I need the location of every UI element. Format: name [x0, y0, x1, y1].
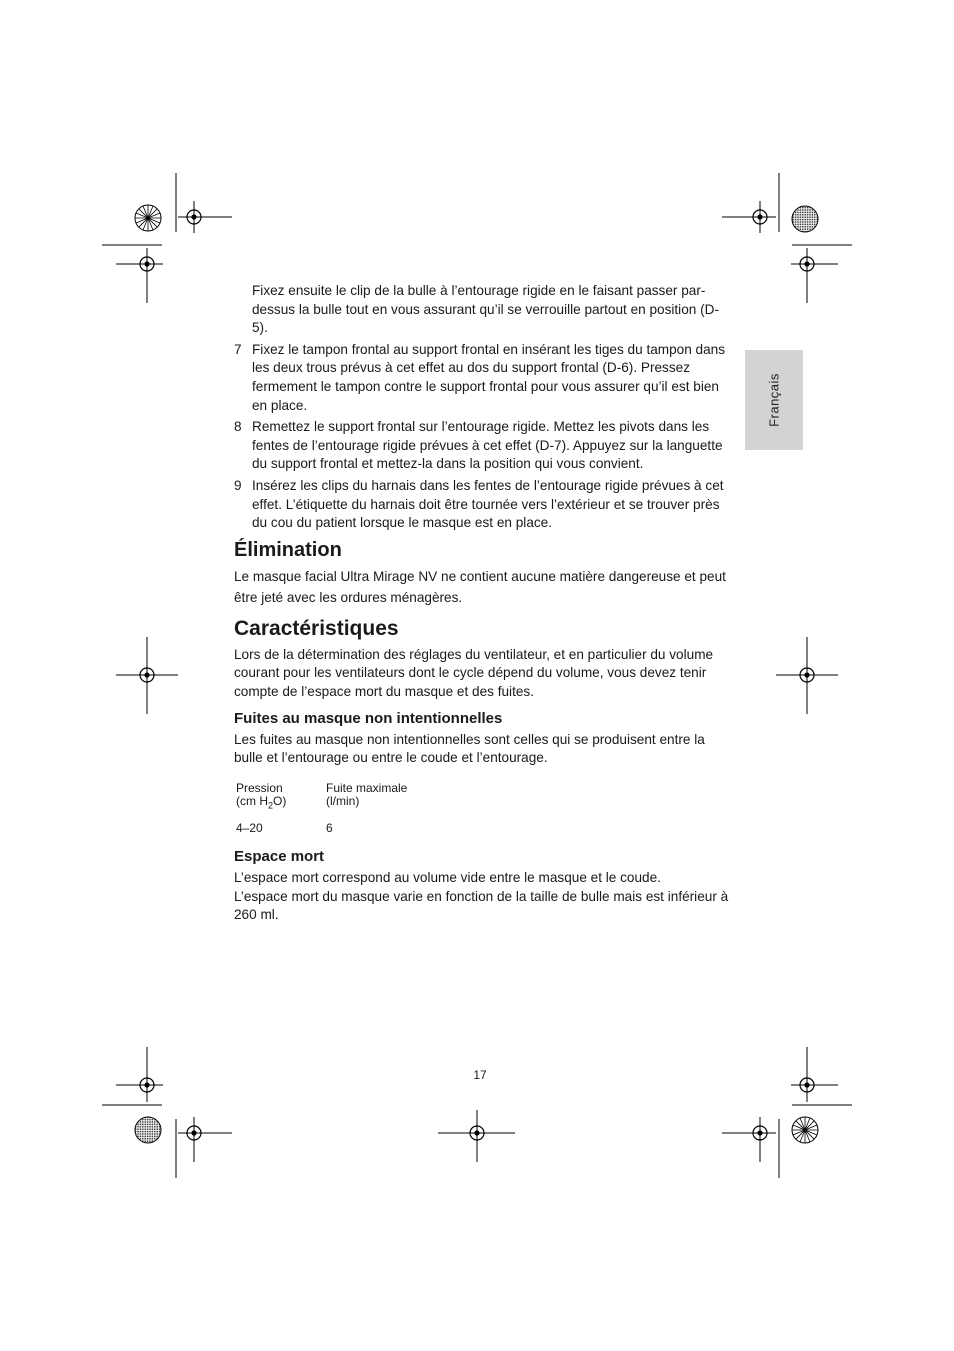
dead-space-section — [234, 847, 734, 925]
table-header-row — [236, 782, 407, 812]
dead-space-text-2: L’espace mort du masque varie en fonction de la taille de bulle mais est inférieur à 260 ml. — [234, 888, 729, 923]
step-text: Insérez les clips du harnais dans les fentes de l’entourage rigide prévues à cet effet. L’étiquette du harnais doit être tournée vers l’extérieur et se trouver près du cou du patient lorsque le masque est en place. — [252, 477, 724, 531]
leaks-text: Les fuites au masque non intentionnelles sont celles qui se produisent entre la bulle et l’entourage ou entre le coude et l’entourage. — [234, 731, 705, 766]
intro-text: Fixez ensuite le clip de la bulle à l’entourage rigide en le faisant passer par-dessus la bulle tout en vous assurant qu’il se verrouille partout en position (D-5). — [252, 283, 719, 336]
crop-mark-icon — [178, 1117, 210, 1149]
leak-table — [236, 782, 407, 835]
color-bar-icon — [135, 205, 161, 231]
page-number: 17 — [473, 1068, 487, 1082]
intro-paragraph — [234, 282, 734, 338]
crop-mark-icon — [791, 1069, 823, 1101]
step-item — [234, 477, 734, 533]
crop-mark-icon — [791, 248, 823, 280]
table-row — [236, 812, 407, 835]
leaks-heading: Fuites au masque non intentionnelles — [234, 709, 503, 727]
color-bar-icon — [135, 1117, 161, 1143]
elimination-text: Le masque facial Ultra Mirage NV ne contient aucune matière dangereuse et peut être jeté avec les ordures ménagères. — [234, 568, 726, 605]
crop-mark-icon — [178, 201, 210, 233]
crop-mark-icon — [744, 201, 776, 233]
step-text: Fixez le tampon frontal au support frontal en insérant les tiges du tampon dans les deux trous prévus à cet effet au dos du support frontal (D-6). Pressez fermement le tampon contre le support frontal pour vous assurer qu’il est bien en place. — [252, 341, 726, 413]
crop-mark-icon — [744, 1117, 776, 1149]
main-content — [234, 282, 734, 925]
dead-space-heading: Espace mort — [234, 848, 325, 866]
elimination-section — [234, 538, 734, 608]
step-item — [234, 418, 734, 474]
crop-mark-icon — [461, 1117, 493, 1149]
leak-value: 6 — [326, 821, 333, 836]
step-number: 7 — [234, 341, 242, 357]
crop-mark-icon — [131, 659, 163, 691]
color-bar-icon — [792, 1117, 818, 1143]
pressure-value: 4–20 — [236, 821, 263, 836]
step-item — [234, 341, 734, 415]
step-text: Remettez le support frontal sur l’entourage rigide. Mettez les pivots dans les fentes de l’entourage rigide prévues à cet effet (D-7). Appuyez sur la languette du support frontal et mettez-la dans la position qui vous convient. — [252, 419, 723, 472]
characteristics-heading: Caractéristiques — [234, 616, 399, 640]
crop-mark-icon — [131, 1069, 163, 1101]
crop-mark-icon — [131, 248, 163, 280]
characteristics-text: Lors de la détermination des réglages du ventilateur, et en particulier du volume courant pour les ventilateurs dont le cycle dépend du volume, vous devez tenir compte de l’espace mort du masque et des fuites. — [234, 646, 714, 699]
leak-column-header: Fuite maximale (l/min) — [326, 780, 408, 808]
step-number: 9 — [234, 477, 242, 493]
pressure-column-header: Pression (cm $H_2O$) — [236, 780, 287, 811]
language-side-tab — [745, 350, 803, 450]
dead-space-text-1: L’espace mort correspond au volume vide entre le masque et le coude. — [234, 870, 661, 886]
step-number: 8 — [234, 419, 242, 435]
elimination-heading: Élimination — [234, 538, 342, 561]
characteristics-section — [234, 616, 734, 702]
color-bar-icon — [792, 206, 818, 232]
crop-mark-icon — [116, 201, 232, 303]
leaks-section — [234, 709, 734, 836]
language-label: Français — [766, 373, 782, 427]
crop-mark-icon — [791, 659, 823, 691]
